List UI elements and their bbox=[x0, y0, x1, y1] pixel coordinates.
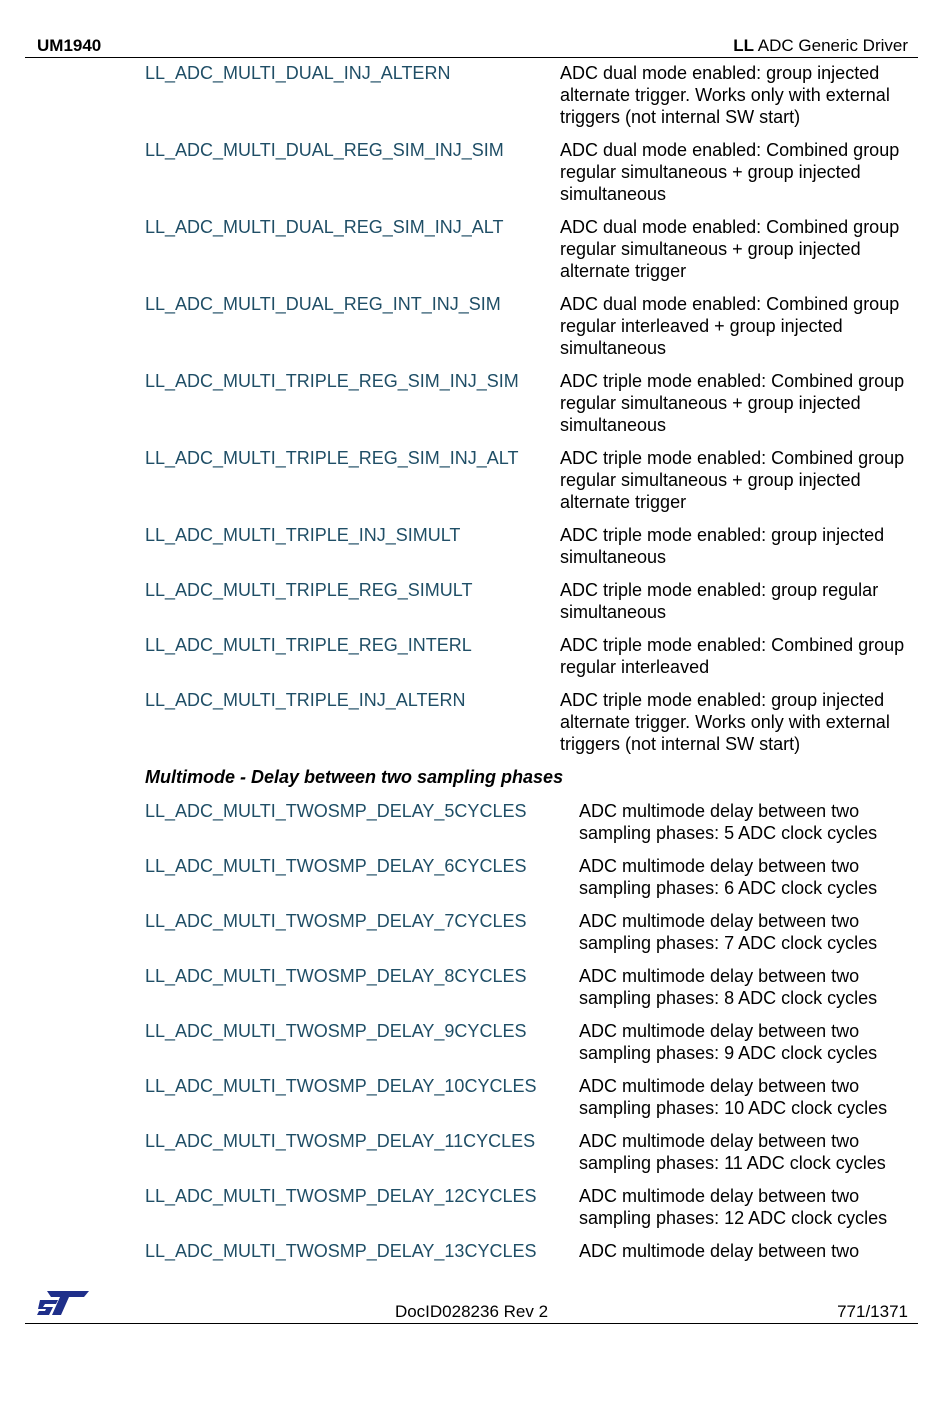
define-name: LL_ADC_MULTI_TRIPLE_REG_SIMULT bbox=[145, 580, 473, 600]
define-name: LL_ADC_MULTI_TWOSMP_DELAY_11CYCLES bbox=[145, 1131, 536, 1151]
doc-id: DocID028236 Rev 2 bbox=[394, 1302, 549, 1321]
definition-row bbox=[145, 1075, 915, 1119]
define-description: ADC multimode delay between two bbox=[579, 1241, 860, 1261]
define-description: ADC triple mode enabled: group injected simultaneous bbox=[560, 525, 885, 567]
definition-row bbox=[145, 524, 915, 568]
define-name: LL_ADC_MULTI_TRIPLE_REG_SIM_INJ_ALT bbox=[145, 448, 519, 468]
definition-row bbox=[145, 293, 915, 359]
define-description: ADC triple mode enabled: group injected alternate trigger. Works only with external triggers (not internal SW start) bbox=[560, 690, 890, 754]
define-name: LL_ADC_MULTI_TWOSMP_DELAY_9CYCLES bbox=[145, 1021, 527, 1041]
define-name: LL_ADC_MULTI_TWOSMP_DELAY_10CYCLES bbox=[145, 1076, 537, 1096]
definition-row bbox=[145, 62, 915, 128]
define-name: LL_ADC_MULTI_TWOSMP_DELAY_8CYCLES bbox=[145, 966, 527, 986]
definition-row bbox=[145, 447, 915, 513]
page-header bbox=[25, 36, 918, 58]
page-content bbox=[145, 62, 915, 1273]
define-description: ADC multimode delay between two sampling phases: 6 ADC clock cycles bbox=[579, 856, 878, 898]
header-title bbox=[733, 36, 908, 56]
definition-row bbox=[145, 910, 915, 954]
define-name: LL_ADC_MULTI_DUAL_REG_SIM_INJ_SIM bbox=[145, 140, 504, 160]
definition-row bbox=[145, 1185, 915, 1229]
define-description: ADC dual mode enabled: Combined group regular interleaved + group injected simultaneous bbox=[560, 294, 900, 358]
define-name: LL_ADC_MULTI_TRIPLE_REG_INTERL bbox=[145, 635, 472, 655]
define-name: LL_ADC_MULTI_TWOSMP_DELAY_12CYCLES bbox=[145, 1186, 537, 1206]
page-footer bbox=[25, 1288, 918, 1324]
define-name: LL_ADC_MULTI_DUAL_INJ_ALTERN bbox=[145, 63, 451, 83]
page-number: 771/1371 bbox=[837, 1302, 908, 1321]
define-description: ADC dual mode enabled: Combined group regular simultaneous + group injected simultaneous bbox=[560, 140, 900, 204]
header-title-bold: LL bbox=[733, 36, 755, 55]
define-name: LL_ADC_MULTI_TWOSMP_DELAY_6CYCLES bbox=[145, 856, 527, 876]
define-description: ADC triple mode enabled: Combined group regular simultaneous + group injected simultaneous bbox=[560, 371, 905, 435]
define-description: ADC multimode delay between two sampling phases: 12 ADC clock cycles bbox=[579, 1186, 888, 1228]
define-name: LL_ADC_MULTI_TRIPLE_REG_SIM_INJ_SIM bbox=[145, 371, 519, 391]
define-name: LL_ADC_MULTI_DUAL_REG_SIM_INJ_ALT bbox=[145, 217, 504, 237]
define-description: ADC multimode delay between two sampling phases: 9 ADC clock cycles bbox=[579, 1021, 878, 1063]
define-name: LL_ADC_MULTI_TWOSMP_DELAY_5CYCLES bbox=[145, 801, 527, 821]
delay-definitions-list bbox=[145, 800, 915, 1262]
definition-row bbox=[145, 855, 915, 899]
define-name: LL_ADC_MULTI_DUAL_REG_INT_INJ_SIM bbox=[145, 294, 501, 314]
definition-row bbox=[145, 1130, 915, 1174]
multimode-definitions-list bbox=[145, 62, 915, 755]
define-description: ADC multimode delay between two sampling phases: 7 ADC clock cycles bbox=[579, 911, 878, 953]
define-description: ADC multimode delay between two sampling phases: 11 ADC clock cycles bbox=[579, 1131, 886, 1173]
define-name: LL_ADC_MULTI_TWOSMP_DELAY_13CYCLES bbox=[145, 1241, 537, 1261]
definition-row bbox=[145, 965, 915, 1009]
define-name: LL_ADC_MULTI_TRIPLE_INJ_ALTERN bbox=[145, 690, 466, 710]
doc-code: UM1940 bbox=[37, 36, 102, 55]
define-description: ADC dual mode enabled: group injected alternate trigger. Works only with external triggers (not internal SW start) bbox=[560, 63, 890, 127]
define-description: ADC multimode delay between two sampling phases: 5 ADC clock cycles bbox=[579, 801, 878, 843]
definition-row bbox=[145, 1240, 915, 1262]
definition-row bbox=[145, 800, 915, 844]
define-description: ADC triple mode enabled: Combined group regular simultaneous + group injected alternate trigger bbox=[560, 448, 905, 512]
definition-row bbox=[145, 634, 915, 678]
definition-row bbox=[145, 689, 915, 755]
define-name: LL_ADC_MULTI_TRIPLE_INJ_SIMULT bbox=[145, 525, 461, 545]
definition-row bbox=[145, 1020, 915, 1064]
definition-row bbox=[145, 216, 915, 282]
section-heading: Multimode - Delay between two sampling phases bbox=[145, 767, 564, 787]
definition-row bbox=[145, 370, 915, 436]
header-title-rest: ADC Generic Driver bbox=[754, 36, 908, 55]
define-description: ADC multimode delay between two sampling phases: 8 ADC clock cycles bbox=[579, 966, 878, 1008]
define-description: ADC triple mode enabled: group regular simultaneous bbox=[560, 580, 879, 622]
definition-row bbox=[145, 579, 915, 623]
definition-row bbox=[145, 139, 915, 205]
define-description: ADC multimode delay between two sampling phases: 10 ADC clock cycles bbox=[579, 1076, 888, 1118]
define-description: ADC triple mode enabled: Combined group regular interleaved bbox=[560, 635, 905, 677]
define-description: ADC dual mode enabled: Combined group regular simultaneous + group injected alternate trigger bbox=[560, 217, 900, 281]
define-name: LL_ADC_MULTI_TWOSMP_DELAY_7CYCLES bbox=[145, 911, 527, 931]
